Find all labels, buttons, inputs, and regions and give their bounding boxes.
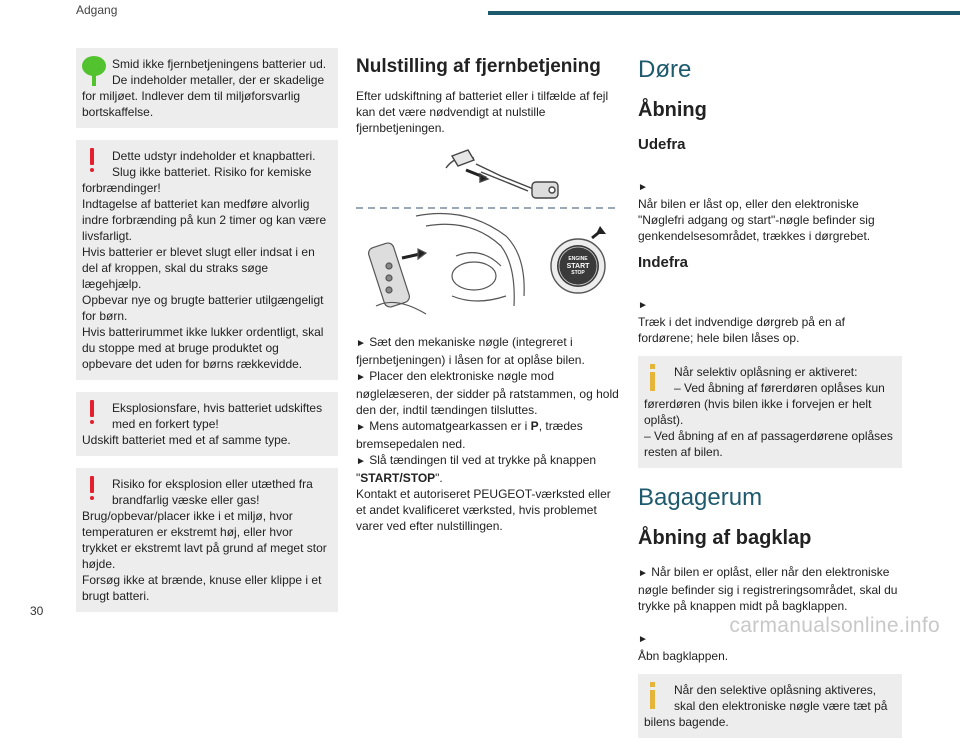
heading-outside: Udefra: [638, 136, 686, 153]
step-text: Når bilen er låst op, eller den elektroniske "Nøglefri adgang og start"-nøgle befinder sig genkendelsesområdet, trækkes i dørgrebet.: [638, 197, 875, 243]
info-note-text: Når selektiv oplåsning er aktiveret: – Ved åbning af førerdøren oplåses kun førerdøren (hvis bilen ikke i forvejen er helt oplåst). – Ved åbning af en af passagerdørene oplåses resten af bilen.: [644, 365, 893, 459]
info-icon: [644, 364, 668, 394]
key-lock-drawing: [446, 150, 558, 198]
step-marker: ►: [638, 568, 648, 579]
start-stop-line: STOP: [571, 270, 585, 276]
exclamation-icon: [82, 476, 106, 506]
reset-outro: Kontakt et autoriseret PEUGEOT-værksted eller et andet kvalificeret værksted, hvis problemet varer ved efter nulstillingen.: [356, 487, 611, 533]
outside-step: [638, 162, 902, 244]
warning-note-text: Eksplosionsfare, hvis batteriet udskiftes med en forkert type! Udskift batteriet med et af samme type.: [82, 401, 323, 447]
middle-column: [356, 48, 620, 534]
step-text: ".: [435, 471, 443, 485]
step-text: Placer den elektroniske nøgle mod nøglelæseren, der sidder på ratstammen, og hold den der, indtil tændingen tilsluttes.: [356, 369, 619, 417]
key-reset-drawing: [356, 146, 620, 322]
steering-area-drawing: [367, 214, 524, 315]
step-text: Åbn bagklappen.: [638, 649, 729, 663]
step-text: Træk i det indvendige dørgreb på en af fordørene; hele bilen låses op.: [638, 315, 846, 345]
step-marker: ►: [638, 182, 648, 193]
reset-steps: [356, 334, 620, 534]
info-note: [638, 674, 902, 738]
step-marker: ►: [638, 300, 648, 311]
environment-note-text: Smid ikke fjernbetjeningens batterier ud. De indeholder metaller, der er skadelige for miljøet. Indlever dem til miljøforsvarlig bortskaffelse.: [82, 57, 327, 119]
right-column: [638, 48, 902, 750]
step-bold: START/STOP: [360, 471, 436, 485]
reset-step: [356, 452, 620, 486]
reset-step: [356, 368, 620, 418]
inside-step: [638, 280, 902, 346]
step-text: Sæt den mekaniske nøgle (integreret i fjernbetjeningen) i låsen for at oplåse bilen.: [356, 335, 585, 367]
tree-icon: [82, 56, 106, 86]
step-marker: ►: [638, 634, 648, 645]
warning-note: [76, 392, 338, 456]
info-icon: [644, 682, 668, 712]
watermark: carmanualsonline.info: [729, 614, 940, 637]
step-bold: P: [530, 419, 539, 433]
step-marker: ►: [356, 456, 366, 467]
left-column: [76, 48, 338, 624]
environment-note: [76, 48, 338, 128]
heading-opening: Åbning: [638, 99, 707, 121]
section-header: Adgang: [76, 3, 118, 17]
step-text: Slå tændingen til ved at trykke på knappen ": [356, 453, 597, 485]
start-stop-label: [560, 256, 596, 277]
reset-step: [356, 334, 620, 368]
step-marker: ►: [356, 422, 366, 433]
section-trunk: Bagagerum: [638, 484, 763, 511]
reset-step: [356, 418, 620, 452]
step-text: Mens automatgearkassen er i: [369, 419, 531, 433]
warning-note: [76, 140, 338, 380]
exclamation-icon: [82, 148, 106, 178]
warning-note-text: Dette udstyr indeholder et knapbatteri. Slug ikke batteriet. Risiko for kemiske forbrændinger! Indtagelse af batteriet kan medføre alvorlig indre forbrænding på kun 2 timer og kan være livsfarligt. Hvis batterier er blevet slugt eller indsat i en del af kroppen, skal du straks søge lægehjælp. Opbevar nye og brugte batterier utilgængeligt for børn. Hvis batterirummet ikke lukker ordentligt, skal du stoppe med at bruge produktet og opbevare det uden for børns rækkevidde.: [82, 149, 327, 371]
step-marker: ►: [356, 372, 366, 383]
tailgate-step: [638, 564, 902, 614]
exclamation-icon: [82, 400, 106, 430]
reset-title: Nulstilling af fjernbetjening: [356, 56, 601, 77]
step-text: , trædes bremsepedalen ned.: [356, 419, 583, 451]
reset-illustration: [356, 146, 620, 322]
warning-note: [76, 468, 338, 612]
info-note: [638, 356, 902, 468]
info-note-text: Når den selektive oplåsning aktiveres, skal den elektroniske nøgle være tæt på bilens bagende.: [644, 683, 888, 729]
section-doors: Døre: [638, 56, 692, 83]
warning-note-text: Risiko for eksplosion eller utæthed fra brandfarlig væske eller gas! Brug/opbevar/placer ikke i et miljø, hvor temperaturen er ekstremt høj, eller hvor trykket er ekstremt lavt på grund af meget stor højde. Forsøg ikke at brænde, knuse eller klippe i et brugt batteri.: [82, 477, 327, 603]
header-bar: [488, 11, 960, 15]
start-stop-line: START: [566, 263, 590, 270]
step-text: Når bilen er oplåst, eller når den elektroniske nøgle befinder sig i registreringsområdet, skal du trykke på knappen midt på bagklappen.: [638, 565, 898, 613]
reset-intro: Efter udskiftning af batteriet eller i tilfælde af fejl kan det være nødvendigt at nulstille fjernbetjeningen.: [356, 89, 609, 135]
start-stop-line: ENGINE: [568, 256, 588, 262]
page-number: 30: [30, 604, 44, 618]
heading-inside: Indefra: [638, 254, 689, 271]
step-marker: ►: [356, 338, 366, 349]
heading-tailgate: Åbning af bagklap: [638, 527, 812, 549]
